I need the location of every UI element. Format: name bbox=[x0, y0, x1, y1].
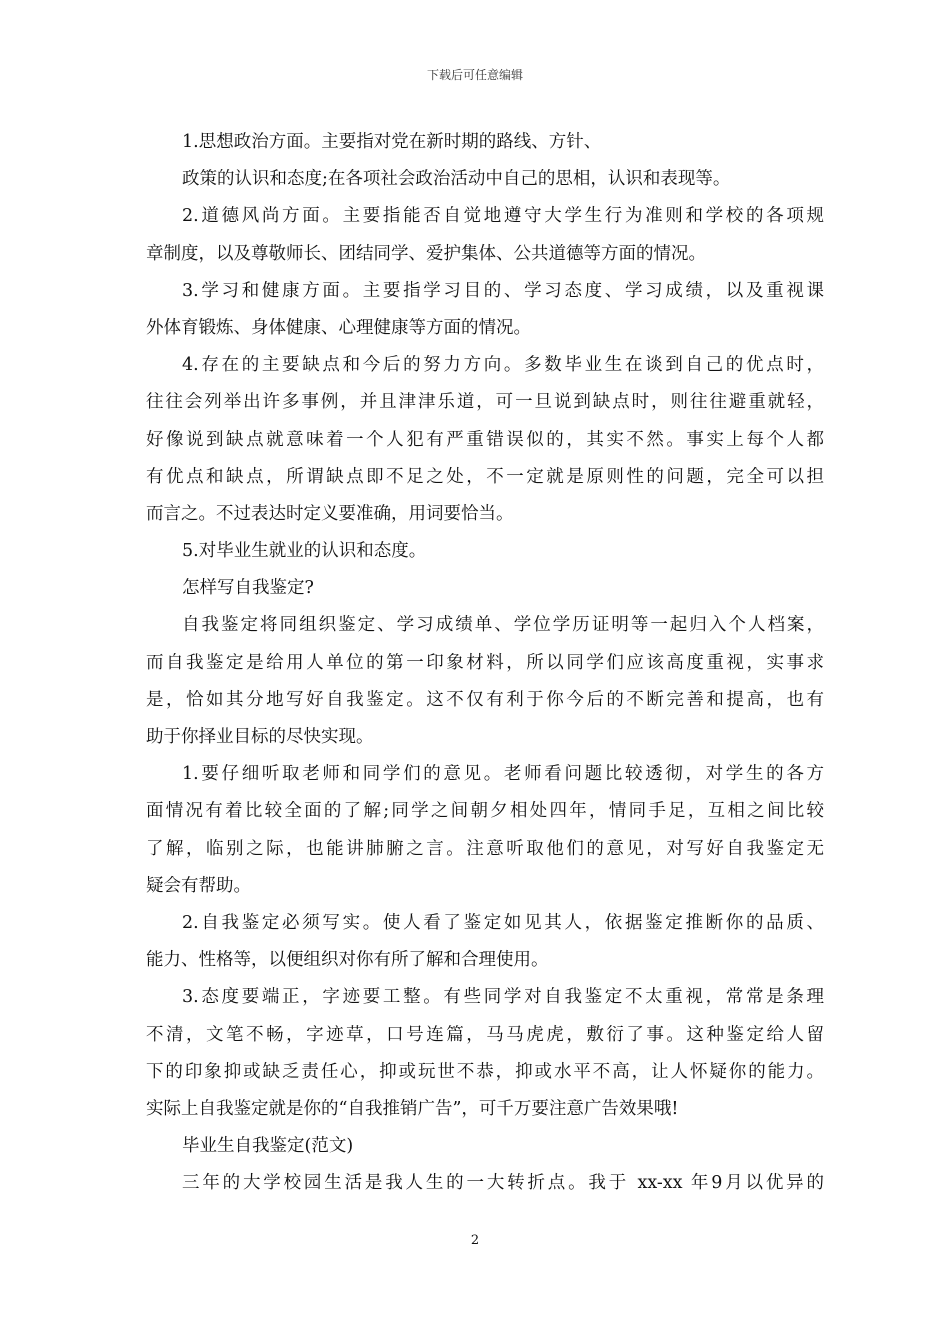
paragraph-line: 不清，文笔不畅，字迹草，口号连篇，马马虎虎，敷衍了事。这种鉴定给人留 bbox=[146, 1024, 824, 1045]
paragraph-line: 而言之。不过表达时定义要准确，用词要恰当。 bbox=[146, 503, 514, 524]
section-heading: 怎样写自我鉴定? bbox=[182, 578, 314, 599]
paragraph-line: 3.学习和健康方面。主要指学习目的、学习态度、学习成绩，以及重视课 bbox=[182, 280, 824, 301]
paragraph-line: 面情况有着比较全面的了解;同学之间朝夕相处四年，情同手足，互相之间比较 bbox=[146, 801, 824, 822]
paragraph-line: 了解，临别之际，也能讲肺腑之言。注意听取他们的意见，对写好自我鉴定无 bbox=[146, 838, 824, 859]
paragraph-line: 下的印象抑或缺乏责任心，抑或玩世不恭，抑或水平不高，让人怀疑你的能力。 bbox=[146, 1061, 824, 1082]
paragraph-line: 章制度，以及尊敬师长、团结同学、爱护集体、公共道德等方面的情况。 bbox=[146, 243, 706, 264]
section-heading: 毕业生自我鉴定(范文) bbox=[182, 1136, 354, 1157]
paragraph-line: 5.对毕业生就业的认识和态度。 bbox=[182, 541, 427, 562]
paragraph-line: 是，恰如其分地写好自我鉴定。这不仅有利于你今后的不断完善和提高，也有 bbox=[146, 689, 824, 710]
document-body bbox=[146, 124, 824, 1202]
page-number: 2 bbox=[470, 1233, 480, 1248]
paragraph-line: 三年的大学校园生活是我人生的一大转折点。我于 xx-xx 年9月以优异的 bbox=[182, 1173, 824, 1194]
paragraph-line: 好像说到缺点就意味着一个人犯有严重错误似的，其实不然。事实上每个人都 bbox=[146, 429, 824, 450]
paragraph-line: 外体育锻炼、身体健康、心理健康等方面的情况。 bbox=[146, 317, 531, 338]
paragraph-line: 2.自我鉴定必须写实。使人看了鉴定如见其人，依据鉴定推断你的品质、 bbox=[182, 912, 824, 933]
paragraph-line: 实际上自我鉴定就是你的“自我推销广告”，可千万要注意广告效果哦! bbox=[146, 1098, 679, 1119]
paragraph-line: 有优点和缺点，所谓缺点即不足之处，不一定就是原则性的问题，完全可以担 bbox=[146, 466, 824, 487]
page-header: 下载后可任意编辑 bbox=[426, 68, 523, 82]
paragraph-line: 1.要仔细听取老师和同学们的意见。老师看问题比较透彻，对学生的各方 bbox=[182, 764, 824, 785]
paragraph-line: 助于你择业目标的尽快实现。 bbox=[146, 727, 374, 747]
paragraph-line: 政策的认识和态度;在各项社会政治活动中自己的思相，认识和表现等。 bbox=[182, 169, 731, 190]
paragraph-line: 1.思想政治方面。主要指对党在新时期的路线、方针、 bbox=[182, 132, 602, 152]
paragraph-line: 3.态度要端正，字迹要工整。有些同学对自我鉴定不太重视，常常是条理 bbox=[182, 987, 824, 1008]
paragraph-line: 往往会列举出许多事例，并且津津乐道，可一旦说到缺点时，则往往避重就轻， bbox=[146, 392, 824, 413]
paragraph-line: 4.存在的主要缺点和今后的努力方向。多数毕业生在谈到自己的优点时， bbox=[182, 355, 824, 376]
paragraph-line: 能力、性格等，以便组织对你有所了解和合理使用。 bbox=[146, 950, 549, 971]
paragraph-line: 疑会有帮助。 bbox=[146, 875, 251, 896]
paragraph-line: 2.道德风尚方面。主要指能否自觉地遵守大学生行为准则和学校的各项规 bbox=[182, 206, 824, 227]
paragraph-line: 自我鉴定将同组织鉴定、学习成绩单、学位学历证明等一起归入个人档案， bbox=[182, 615, 824, 636]
paragraph-line: 而自我鉴定是给用人单位的第一印象材料，所以同学们应该高度重视，实事求 bbox=[146, 652, 824, 673]
